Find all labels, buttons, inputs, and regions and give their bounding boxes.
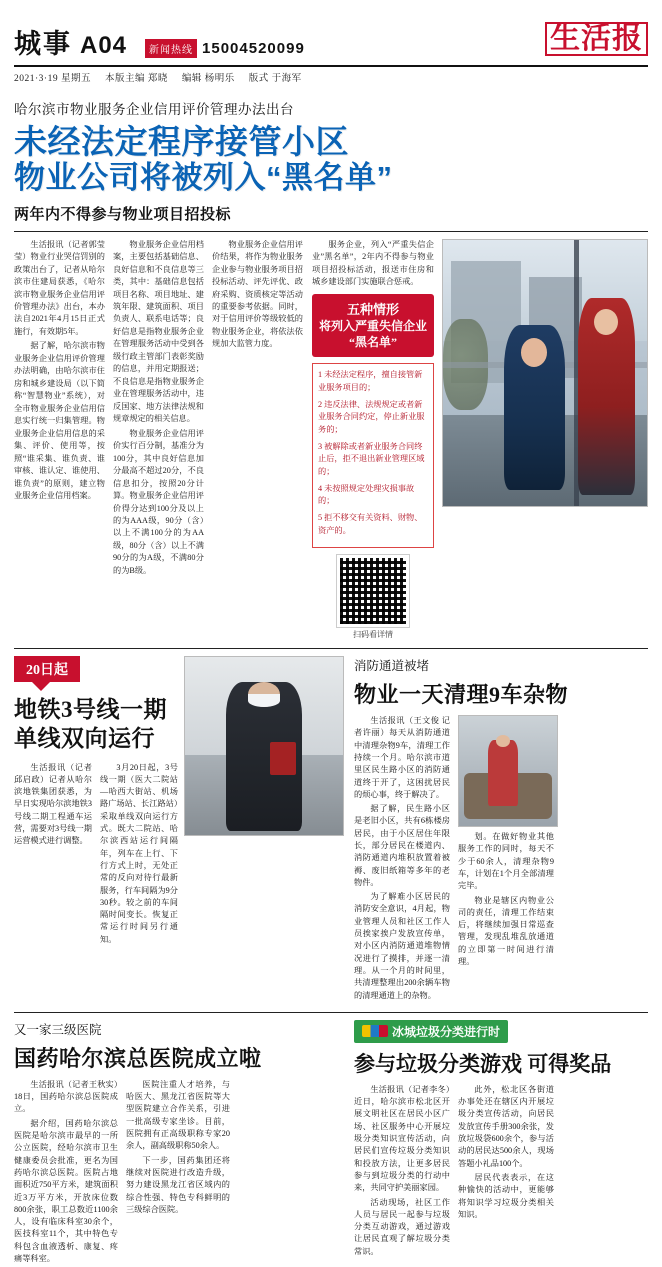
hospital-column-1	[14, 1079, 118, 1267]
masthead	[14, 0, 648, 61]
qr-code-icon[interactable]	[337, 555, 409, 627]
qr-code-block[interactable]	[312, 555, 434, 640]
middle-band	[14, 656, 648, 1004]
bottom-band	[14, 1020, 648, 1267]
redbox-title-line1: 五种情形	[346, 301, 399, 317]
masthead-left	[14, 22, 305, 61]
garbage-banner-label: 冰城垃圾分类进行时	[392, 1024, 501, 1039]
band-divider	[14, 648, 648, 649]
subway-columns	[14, 762, 178, 948]
section-title: 城事	[14, 29, 72, 59]
paper-logo-text: 生活报	[545, 22, 648, 56]
lead-kicker: 哈尔滨市物业服务企业信用评价管理办法出台	[14, 102, 294, 117]
subway-column-1	[14, 762, 92, 948]
paragraph: 为了解难小区居民的消防安全意识，4月起，物业管理人员和社区工作人员挨家挨户发放宣传单，对小区内消防通道堆物情况进行了摸排，并逐一清理。从一个月的时间里，共清理整理出200余辆车物的清理通道上的杂物。	[354, 892, 450, 1000]
fire-headline: 物业一天清理9车杂物	[354, 682, 569, 708]
hospital-kicker: 又一家三级医院	[14, 1022, 102, 1037]
photo-armband	[270, 742, 295, 774]
lead-column-4	[312, 239, 434, 289]
lead-subhead: 两年内不得参与物业项目招投标	[14, 206, 232, 223]
paragraph: 生活报讯（记者郭莹莹）物业行业哭信罚别的政策出台了，记者从哈尔滨市住建局获悉，《哈尔滨市物业服务企业信用评价管理办法》出台，本办法自2021年4月15日正式施行，有效期5年。	[14, 239, 105, 336]
paragraph: 据了解，民生路小区是老旧小区，共有6栋楼房居民，由于小区居住年限长，部分居民在楼道内、消防通道内堆积放置着被褥、废旧纸箱等多年的老物件。	[354, 804, 450, 887]
redbox-item: 3 被解除或者新业服务合同终止后，拒不退出新业管理区域的；	[318, 441, 425, 476]
redbox-item: 1 未经法定程序，擅自接管新业服务项目的；	[318, 370, 423, 392]
paragraph: 生活报讯（记者李冬）近日，哈尔滨市松北区开展文明社区在居民小区广场、社区服务中心开展垃圾分类知识宣传活动，向居民们宣传垃圾分类知识和投放方法，让更多居民参与到垃圾分类的行动中来，共同守护美丽家园。	[354, 1084, 450, 1193]
bottom-divider	[14, 1012, 648, 1013]
paragraph: 生活报讯（记者王秋实）18日，国药哈尔滨总医院成立。	[14, 1079, 118, 1114]
paragraph: 活动现场，社区工作人员与居民一起参与垃圾分类互动游戏，通过游戏让居民直观了解垃圾分类常识。	[354, 1197, 450, 1256]
redbox-item: 2 违反法律、法规规定或者新业服务合同约定，停止新业服务的；	[318, 400, 425, 434]
paragraph: 物业是辖区内物业公司的责任，清理工作结束后，将继续加强日常巡查管理，发现乱堆乱放通道的立即第一时间进行清理。	[458, 895, 554, 966]
garbage-column-2	[458, 1084, 554, 1260]
paragraph: 生活报讯（王文俊 记者许丽）每天从消防通道中清理杂物9车，清理工作持续一个月。哈尔滨市道里区民生路小区的消防通道终于开了，这困扰居民的烦心事，终于解决了。	[354, 716, 450, 799]
lead-column-2	[113, 239, 204, 640]
redbox-title-line3: “黑名单”	[348, 335, 397, 350]
meta-date: 2021·3·19 星期五	[14, 74, 91, 84]
lead-photo	[442, 239, 648, 507]
garbage-columns	[354, 1084, 648, 1260]
paragraph: 据了解，哈尔滨市物业服务企业信用评价管理办法明确，由哈尔滨市住房和城乡建设局（以下简称“智慧物业”系统），对全市物业服务企业信用信息实行统一归集管理。物业服务企业信用信息的采集、评价、使用等，按照“谁采集、谁负责、谁审核、谁认定、谁使用、谁负责”的原则，建立物业服务企业信用档案。	[14, 341, 105, 501]
qr-caption: 扫码看详情	[353, 630, 393, 640]
fire-kicker: 消防通道被堵	[354, 659, 430, 674]
paragraph: 此外，松北区各街道办事处还在辖区内开展垃圾分类宣传活动，向居民发放宣传手册300余张，发放垃圾袋600余个，参与活动的居民达500余人，现场答题小礼品100个。	[458, 1084, 554, 1168]
date-badge: 20日起	[14, 656, 80, 682]
paragraph: 下一步，国药集团还将继续对医院进行改造升级，努力建设黑龙江省区域内的综合性强、特色专科鲜明的三级综合医院。	[126, 1155, 230, 1214]
hospital-headline: 国药哈尔滨总医院成立啦	[14, 1045, 262, 1071]
paragraph: 3月20日起，3号线一期（医大二院站—哈西大街站、机场路广场站、长江路站）采取单线双向运行方式。既大二院站、哈尔滨西站运行间隔年，列车在上行、下行方式上时，无处正常的反向对待行最新服务，行车间隔为9分30秒。较之前的车间隔时间变长。恢复正常运行时间另行通知。	[100, 762, 178, 944]
paragraph: 据介绍，国药哈尔滨总医院是哈尔滨市最早的一所公立医院，经哈尔滨市卫生健康委员会批准，更名为国药哈尔滨总医院。医院占地面积近750平方米，建筑面积近3万平方米，开放床位数800余张，职工总数近1100余人，设有临床科室30余个，医技科室11个，其中特色专科包含血液透析、康复、疼痛等科室。	[14, 1118, 118, 1264]
redbox-title-line2: 将列入严重失信企业	[318, 319, 427, 334]
redbox-title	[312, 294, 434, 358]
fire-body	[354, 715, 648, 1004]
paragraph: 物业服务企业信用评价实行百分制，基准分为100分，其中良好信息加分最高不超过20分，不良信息扣分，按照20分计算。物业服务企业信用评价得分达到100分及以上的为AAA级，90分（含）以上不满100分的为AA级，80分（含）以上不满90分的为A级，不满80分的为B级。	[113, 428, 204, 575]
paragraph: 物业服务企业信用档案，主要包括基础信息、良好信息和不良信息等三类，其中：基础信息包括项目名称、项目地址、建筑年限、建筑面积、项目负责人、联系电话等；良好信息是指物业服务企业在管理服务活动中受到各级行政主管部门表彰奖励的信息，并用定期报送；不良信息是指物业服务企业在管理服务活动中，违反国家、地方法律法规和规章规定的相关信息。	[113, 239, 204, 424]
photo-worker-head	[496, 735, 510, 747]
paragraph: 生活报讯（记者邱启政）记者从哈尔滨地铁集团获悉，为早日实现哈尔滨地铁3号线二期工程通车运营，需要对3号线一期运营模式进行调整。	[14, 762, 92, 846]
paragraph: 划。在做好物业其他服务工作的同时，每天不少于60余人，清理杂物9车，计划在1个月全部清理完毕。	[458, 832, 554, 891]
lead-text-columns	[14, 239, 304, 640]
hotline-tag: 新闻热线	[145, 39, 197, 58]
photo-face-mask	[248, 694, 280, 706]
paragraph: 物业服务企业信用评价结果，将作为物业服务企业参与物业服务项目招投标活动、评先评优、政府采购、资质核定等活动的重要参考依据。同时，对于信用评价等级较低的物业服务企业，将依法依规加大监管力度。	[212, 239, 303, 349]
subway-column-2	[100, 762, 178, 948]
sidebar-redbox-column	[312, 239, 434, 640]
subway-headline-line1: 地铁3号线一期	[14, 697, 167, 723]
redbox-item: 4 未按照规定处理灾损事故的；	[318, 483, 415, 506]
subway-photo	[184, 656, 344, 836]
paragraph: 服务企业，列入“严重失信企业”黑名单”，2年内不得参与物业项目招投标活动，报送市住房和城乡建设部门实施联合惩戒。	[312, 239, 434, 287]
fire-column-2	[458, 715, 554, 1004]
recycle-bins-icon	[362, 1025, 388, 1037]
subway-headline-line2: 单线双向运行	[14, 725, 155, 751]
masthead-meta	[14, 67, 648, 84]
headline-rule	[14, 231, 648, 232]
paragraph: 医院注重人才培养，与哈医大、黑龙江省医院等大型医院建立合作关系，引进一批高级专家坐诊。目前，医院拥有正高级职称专家20余人，副高级职称50余人。	[126, 1079, 230, 1151]
garbage-column-1	[354, 1084, 450, 1260]
meta-editor: 编辑 杨明乐	[181, 74, 235, 84]
photo-worker	[488, 740, 517, 806]
subway-article	[14, 656, 344, 1004]
lead-column-3	[212, 239, 303, 640]
lead-photo-column	[442, 239, 648, 640]
redbox-item: 5 拒不移交有关资料、财物、资产的。	[318, 513, 423, 535]
fire-column-1	[354, 715, 450, 1004]
lead-headline	[14, 124, 648, 196]
meta-editor-in-chief: 本版主编 郑晓	[104, 74, 168, 84]
hospital-article	[14, 1020, 344, 1267]
lead-headline-line1: 未经法定程序接管小区	[14, 123, 349, 160]
garbage-headline: 参与垃圾分类游戏 可得奖品	[354, 1051, 612, 1076]
fire-photo	[458, 715, 558, 827]
garbage-article	[354, 1020, 648, 1267]
lead-headline-line2: 物业公司将被列入“黑名单”	[14, 159, 393, 195]
page-number: A04	[80, 32, 128, 59]
meta-layout: 版式 于海军	[248, 74, 302, 84]
paper-logo	[545, 22, 648, 56]
hospital-columns	[14, 1079, 344, 1267]
fire-article	[354, 656, 648, 1004]
lead-column-1	[14, 239, 105, 640]
lead-article-area	[14, 239, 648, 640]
garbage-banner	[354, 1020, 508, 1043]
redbox-list	[312, 363, 434, 548]
paragraph: 居民代表表示，在这种愉快的活动中，更能够将知识学习垃圾分类相关知识。	[458, 1172, 554, 1219]
hotline	[145, 39, 305, 58]
hospital-column-2	[126, 1079, 230, 1267]
hotline-number: 15004520099	[202, 40, 305, 57]
